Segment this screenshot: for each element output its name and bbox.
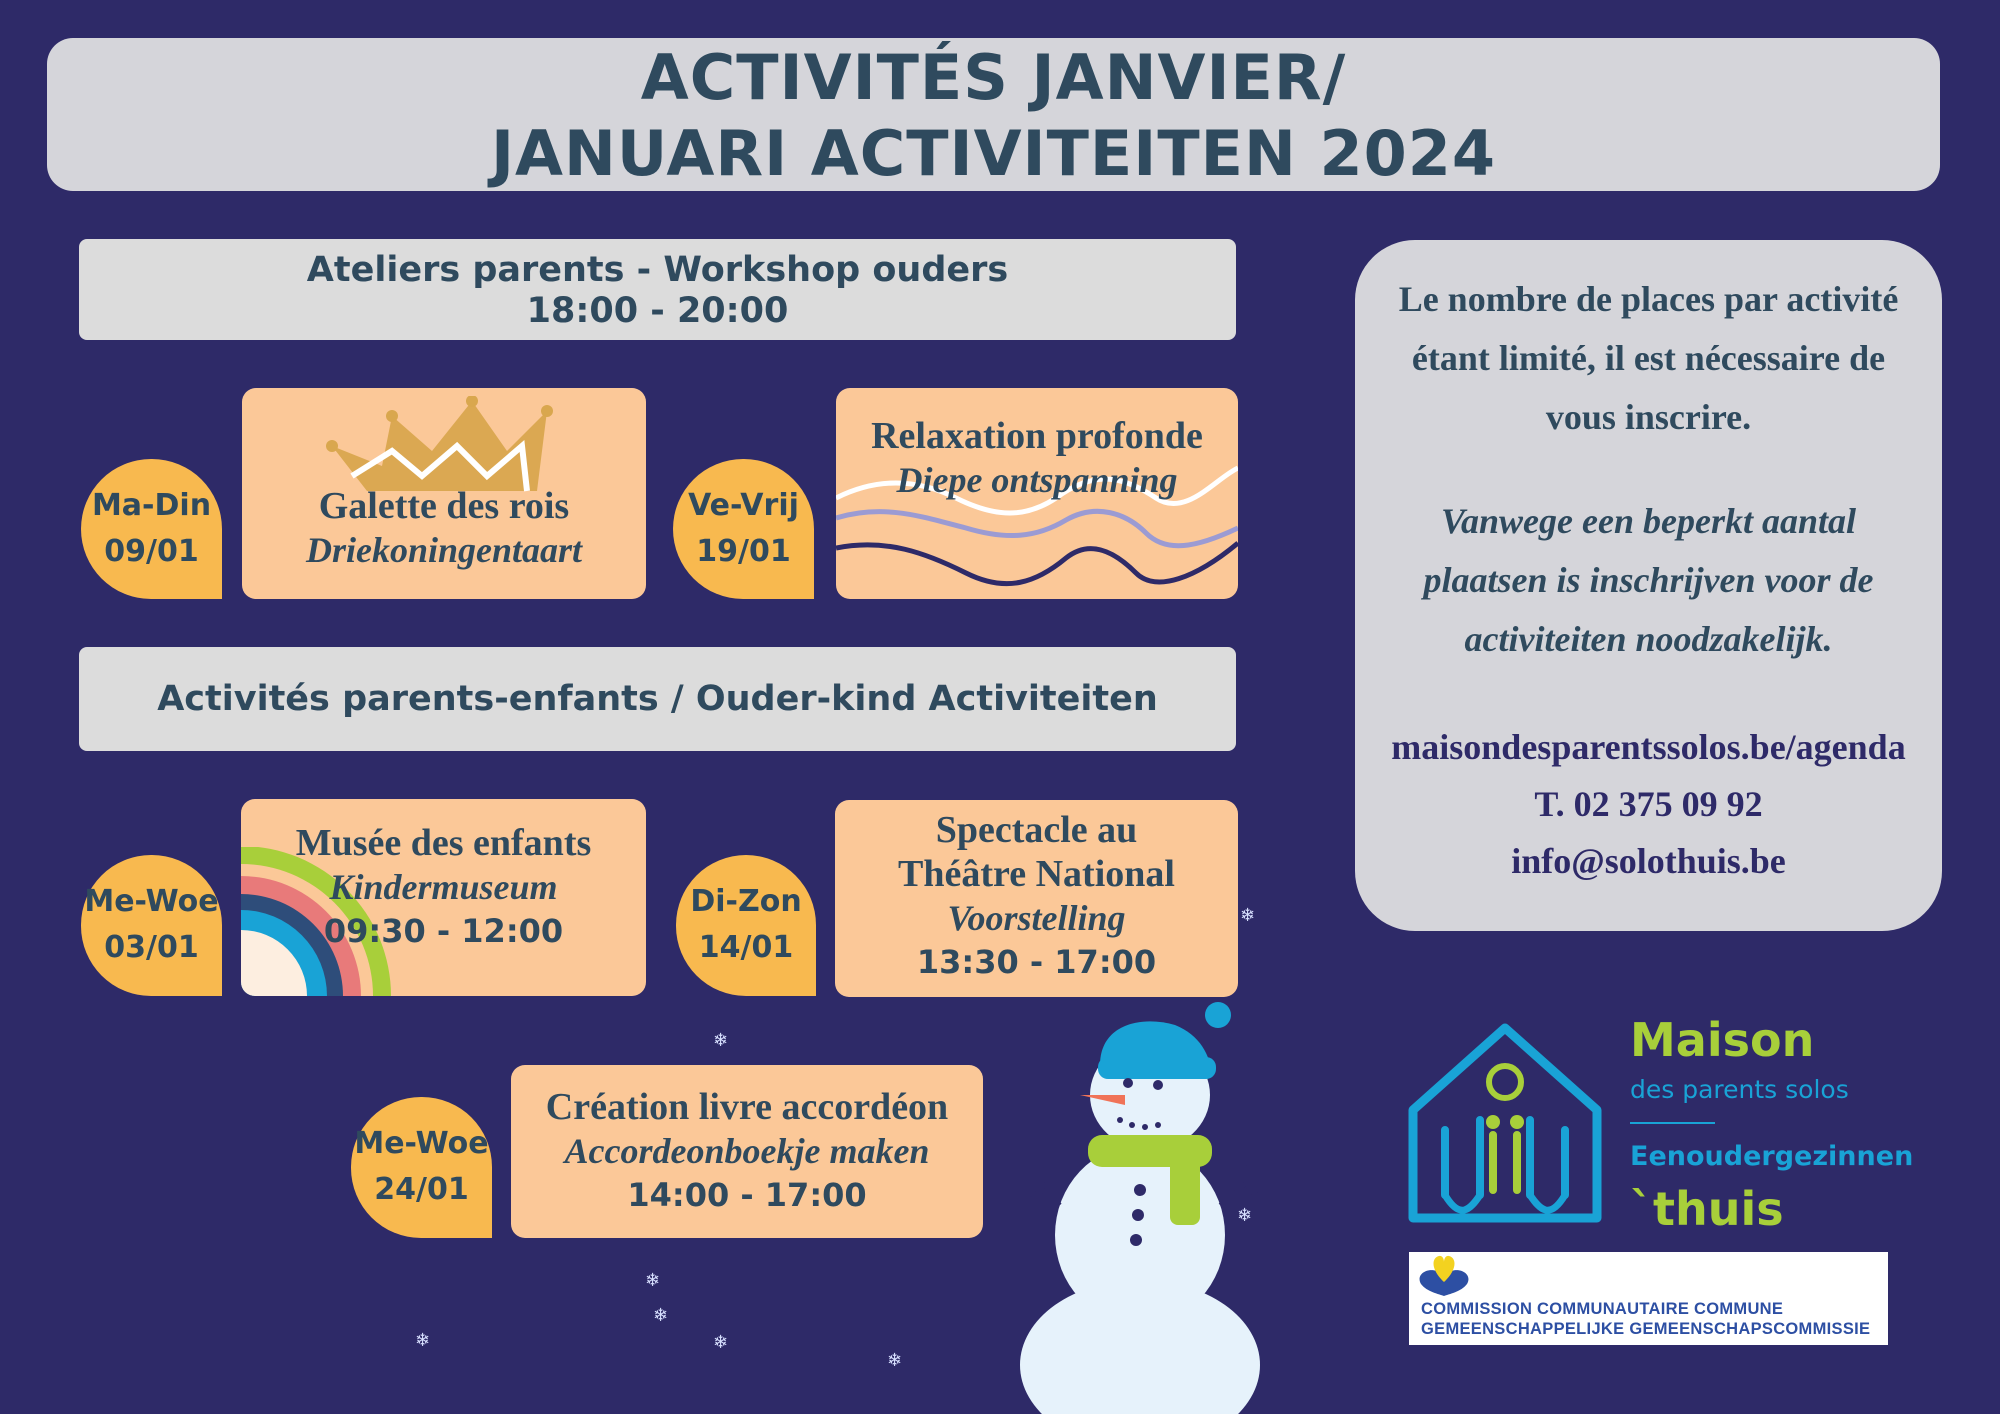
event-title-nl: Voorstelling bbox=[947, 898, 1126, 938]
title-banner bbox=[47, 38, 1940, 191]
date-badge-relax bbox=[673, 459, 814, 599]
badge-day: Ve-Vrij bbox=[688, 488, 799, 523]
logo-eenouder: Eenoudergezinnen bbox=[1630, 1141, 1914, 1172]
event-title-fr-2: Théâtre National bbox=[898, 853, 1175, 895]
section-workshops-header bbox=[79, 239, 1236, 340]
snowflake-icon: ❄ bbox=[653, 1305, 669, 1326]
heart-logo-icon bbox=[1409, 1252, 1479, 1297]
section-workshops-title: Ateliers parents - Workshop ouders bbox=[306, 250, 1009, 290]
ccc-logo bbox=[1409, 1252, 1888, 1345]
event-card-livre[interactable] bbox=[511, 1065, 983, 1238]
logo-thuis: `thuis bbox=[1630, 1182, 1784, 1236]
badge-date: 24/01 bbox=[374, 1172, 469, 1207]
house-logo-icon bbox=[1405, 1020, 1605, 1225]
snowflake-icon: ❄ bbox=[1237, 1205, 1253, 1226]
event-title-nl: Accordeonboekje maken bbox=[564, 1131, 930, 1171]
badge-day: Di-Zon bbox=[690, 884, 802, 919]
event-card-spectacle[interactable] bbox=[835, 800, 1238, 997]
title-line-2: JANUARI ACTIVITEITEN 2024 bbox=[490, 117, 1497, 190]
logo-divider bbox=[1630, 1122, 1715, 1124]
badge-day: Me-Woe bbox=[354, 1126, 489, 1161]
info-nl-line-3: activiteiten noodzakelijk. bbox=[1464, 619, 1833, 659]
snowflake-icon: ❄ bbox=[713, 1030, 729, 1051]
event-card-musee[interactable] bbox=[241, 799, 646, 996]
event-title-fr: Musée des enfants bbox=[295, 822, 592, 864]
date-badge-galette bbox=[81, 459, 222, 599]
phone-number[interactable]: T. 02 375 09 92 bbox=[1534, 784, 1763, 824]
event-card-galette[interactable] bbox=[242, 388, 646, 599]
event-time: 13:30 - 17:00 bbox=[916, 943, 1157, 981]
info-nl-line-1: Vanwege een beperkt aantal bbox=[1441, 501, 1856, 541]
snowflake-icon: ❄ bbox=[713, 1332, 729, 1353]
badge-date: 14/01 bbox=[698, 930, 794, 965]
info-fr-line-3: vous inscrire. bbox=[1545, 397, 1752, 437]
event-card-relax[interactable] bbox=[836, 388, 1238, 599]
date-badge-livre bbox=[351, 1097, 492, 1238]
website-link[interactable]: maisondesparentssolos.be/agenda bbox=[1391, 727, 1906, 767]
info-panel bbox=[1355, 240, 1942, 931]
event-title-fr: Relaxation profonde bbox=[871, 415, 1203, 457]
info-fr-line-2: étant limité, il est nécessaire de bbox=[1411, 338, 1886, 378]
event-title-fr: Création livre accordéon bbox=[545, 1086, 949, 1128]
badge-day: Ma-Din bbox=[91, 488, 212, 523]
badge-day: Me-Woe bbox=[84, 884, 219, 919]
event-time: 09:30 - 12:00 bbox=[323, 912, 564, 950]
event-title-fr-1: Spectacle au bbox=[935, 809, 1138, 851]
snowflake-icon: ❄ bbox=[645, 1270, 661, 1291]
badge-date: 19/01 bbox=[696, 534, 791, 569]
date-badge-spectacle bbox=[676, 855, 816, 996]
snowflake-icon: ❄ bbox=[415, 1330, 431, 1351]
section-family-header: Activités parents-enfants / Ouder-kind Activiteiten bbox=[79, 647, 1236, 751]
event-title-fr: Galette des rois bbox=[318, 485, 570, 527]
badge-date: 03/01 bbox=[104, 930, 199, 965]
date-badge-musee bbox=[81, 855, 222, 996]
badge-date: 09/01 bbox=[104, 534, 199, 569]
snowflake-icon: ❄ bbox=[887, 1350, 903, 1371]
event-title-nl: Diepe ontspanning bbox=[896, 460, 1178, 500]
event-time: 14:00 - 17:00 bbox=[627, 1176, 867, 1214]
info-fr-line-1: Le nombre de places par activité bbox=[1398, 279, 1899, 319]
logo-parents-solos: des parents solos bbox=[1630, 1075, 1849, 1104]
ccc-line-2: GEMEENSCHAPPELIJKE GEMEENSCHAPSCOMMISSIE bbox=[1421, 1320, 1871, 1338]
title-line-1: ACTIVITÉS JANVIER/ bbox=[640, 41, 1347, 114]
email-link[interactable]: info@solothuis.be bbox=[1511, 841, 1786, 881]
info-nl-line-2: plaatsen is inschrijven voor de bbox=[1423, 560, 1874, 600]
event-title-nl: Kindermuseum bbox=[329, 867, 558, 907]
event-title-nl: Driekoningentaart bbox=[305, 530, 583, 570]
section-workshops-time: 18:00 - 20:00 bbox=[526, 291, 789, 331]
logo-maison: Maison bbox=[1630, 1013, 1815, 1067]
snowflake-icon: ❄ bbox=[1240, 905, 1256, 926]
ccc-line-1: COMMISSION COMMUNAUTAIRE COMMUNE bbox=[1421, 1300, 1784, 1318]
